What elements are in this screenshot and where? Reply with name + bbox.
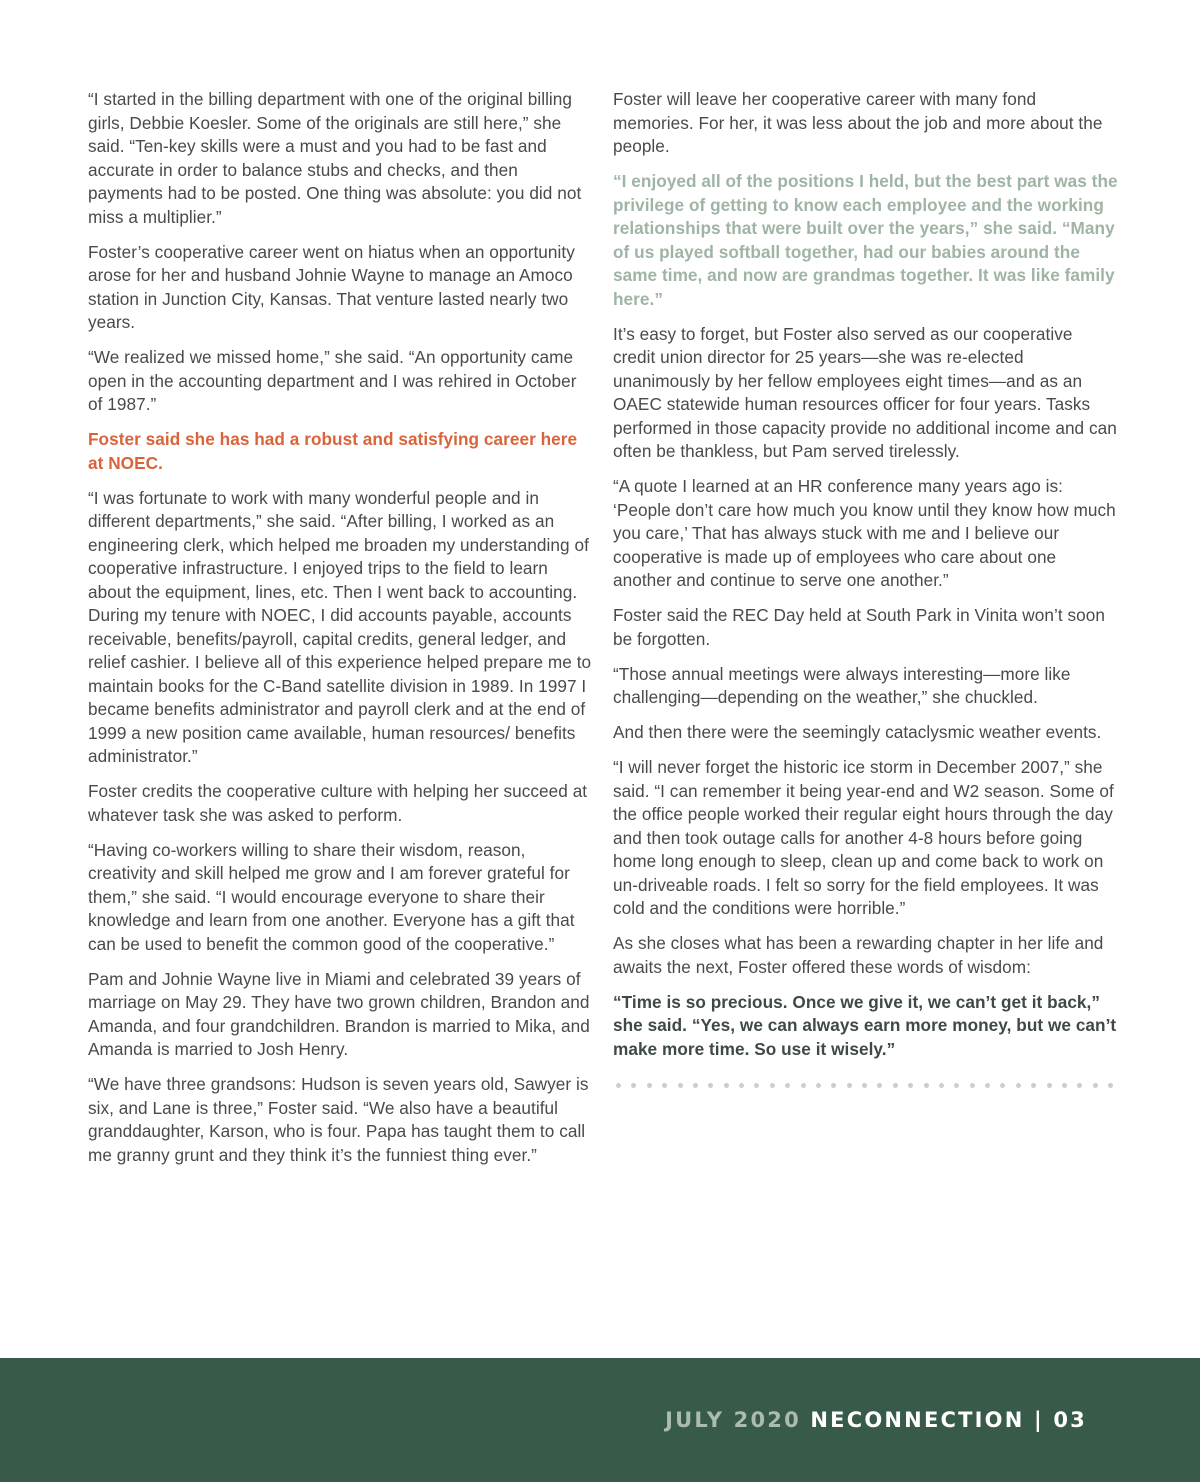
divider-dot [1000, 1083, 1005, 1088]
divider-dot [862, 1083, 867, 1088]
divider-dot [678, 1083, 683, 1088]
divider-dot [785, 1083, 790, 1088]
paragraph-hiatus: Foster’s cooperative career went on hiatus when an opportunity arose for her and husband Johnie Wayne to manage an Amoco station in Junction City, Kansas. That venture lasted nearly two years. [88, 241, 575, 332]
left-column [88, 88, 593, 1179]
folio [665, 1408, 1087, 1432]
paragraph-closing-chapter: As she closes what has been a rewarding chapter in her life and awaits the next, Foster offered these words of wisdom: [613, 933, 1104, 977]
divider-dot [924, 1083, 929, 1088]
divider-dot [754, 1083, 759, 1088]
divider-dot [985, 1083, 990, 1088]
highlight-career-statement: Foster said she has had a robust and satisfying career here at NOEC. [88, 429, 578, 473]
paragraph-rec-day: Foster said the REC Day held at South Park in Vinita won’t soon be forgotten. [613, 605, 1105, 649]
divider-dot [831, 1083, 836, 1088]
paragraph-weather-events: And then there were the seemingly cataclysmic weather events. [613, 722, 1102, 742]
divider-dot [770, 1083, 775, 1088]
divider-dot [954, 1083, 959, 1088]
divider-dot [816, 1083, 821, 1088]
divider-dot [908, 1083, 913, 1088]
paragraph-memories: Foster will leave her cooperative career with many fond memories. For her, it was less about the job and more about the people. [613, 89, 1103, 156]
paragraph-annual-meetings: “Those annual meetings were always interesting—more like challenging—depending on the weather,” she chuckled. [613, 663, 1071, 707]
divider-dot [877, 1083, 882, 1088]
divider-dot [1016, 1083, 1021, 1088]
closing-quote: “Time is so precious. Once we give it, we can’t get it back,” she said. “Yes, we can always earn more money, but we can’t make more time. So use it wisely.” [613, 991, 1117, 1059]
divider-dot [708, 1083, 713, 1088]
paragraph-ice-storm: “I will never forget the historic ice storm in December 2007,” she said. “I can remember it being year-end and W2 season. Some of the office people worked their regular eight hours through the day and then took outage calls for another 4-8 hours before going home long enough to sleep, clean up and come back to work on un-driveable roads. I felt so sorry for the field employees. It was cold and the conditions were horrible.” [613, 757, 1114, 918]
paragraph-credit-union: It’s easy to forget, but Foster also served as our cooperative credit union director for 25 years—she was re-elected unanimously by her fellow employees eight times—and as an OAEC statewide human resources officer for four years. Tasks performed in those capacity provide no additional income and can often be thankless, but Pam served tirelessly. [613, 323, 1117, 461]
divider-dot [970, 1083, 975, 1088]
divider-dot [893, 1083, 898, 1088]
paragraph-grandchildren: “We have three grandsons: Hudson is seven years old, Sawyer is six, and Lane is three,” Foster said. “We also have a beautiful granddaughter, Karson, who is four. Papa has taught them to call me granny grunt and they think it’s the funniest thing ever.” [88, 1074, 589, 1165]
pull-quote: “I enjoyed all of the positions I held, but the best part was the privilege of getting to know each employee and the working relationships that were built over the years,” she said. “Many of us played softball together, had our babies around the same time, and now are grandmas together. It was like family here.” [613, 171, 1118, 309]
paragraph-hr-quote: “A quote I learned at an HR conference many years ago is: ‘People don’t care how much you know until they know how much you care,’ That has always stuck with me and I believe our cooperative is made up of employees who care about one another and continue to serve one another.” [613, 476, 1116, 590]
divider-dot [693, 1083, 698, 1088]
paragraph-billing-start: “I started in the billing department with one of the original billing girls, Debbie Koesler. Some of the originals are still here,” she said. “Ten-key skills were a must and you had to be fast and accurate in order to balance stubs and checks, and then payments had to be posted. One thing was absolute: you did not miss a multiplier.” [88, 89, 582, 227]
divider-dot [616, 1083, 621, 1088]
divider-dot [662, 1083, 667, 1088]
divider-dot [647, 1083, 652, 1088]
folio-separator: | [1033, 1408, 1044, 1432]
divider-dot [1047, 1083, 1052, 1088]
divider-dot [739, 1083, 744, 1088]
divider-dot [724, 1083, 729, 1088]
divider-dot [939, 1083, 944, 1088]
paragraph-departments: “I was fortunate to work with many wonderful people and in different departments,” she said. “After billing, I worked as an engineering clerk, which helped me broaden my understanding of cooperative infrastructure. I enjoyed trips to the field to learn about the equipment, lines, etc. Then I went back to accounting. During my tenure with NOEC, I did accounts payable, accounts receivable, benefits/payroll, capital credits, general ledger, and relief cashier. I believe all of this experience helped prepare me to maintain books for the C-Band satellite division in 1989. In 1997 I became benefits administrator and payroll clerk and at the end of 1999 a new position came available, human resources/ benefits administrator.” [88, 487, 592, 766]
divider-dot [801, 1083, 806, 1088]
divider-dot [1031, 1083, 1036, 1088]
page-number: 03 [1053, 1408, 1087, 1432]
paragraph-culture: Foster credits the cooperative culture with helping her succeed at whatever task she was asked to perform. [88, 781, 588, 825]
divider-dot [1062, 1083, 1067, 1088]
issue-date: JULY 2020 [665, 1408, 801, 1432]
right-column [613, 88, 1118, 1088]
paragraph-rehired: “We realized we missed home,” she said. “An opportunity came open in the accounting department and I was rehired in October of 1987.” [88, 347, 577, 414]
divider-dot [847, 1083, 852, 1088]
dotted-divider [613, 1083, 1113, 1088]
publication-name: NECONNECTION [810, 1408, 1025, 1432]
divider-dot [1108, 1083, 1113, 1088]
paragraph-coworkers: “Having co-workers willing to share their wisdom, reason, creativity and skill helped me grow and I am forever grateful for them,” she said. “I would encourage everyone to share their knowledge and learn from one another. Everyone has a gift that can be used to benefit the common good of the cooperative.” [88, 839, 575, 954]
divider-dot [1093, 1083, 1098, 1088]
paragraph-family: Pam and Johnie Wayne live in Miami and celebrated 39 years of marriage on May 29. They have two grown children, Brandon and Amanda, and four grandchildren. Brandon is married to Mika, and Amanda is married to Josh Henry. [88, 968, 590, 1059]
footer-band [0, 1358, 1200, 1482]
divider-dot [631, 1083, 636, 1088]
divider-dot [1077, 1083, 1082, 1088]
